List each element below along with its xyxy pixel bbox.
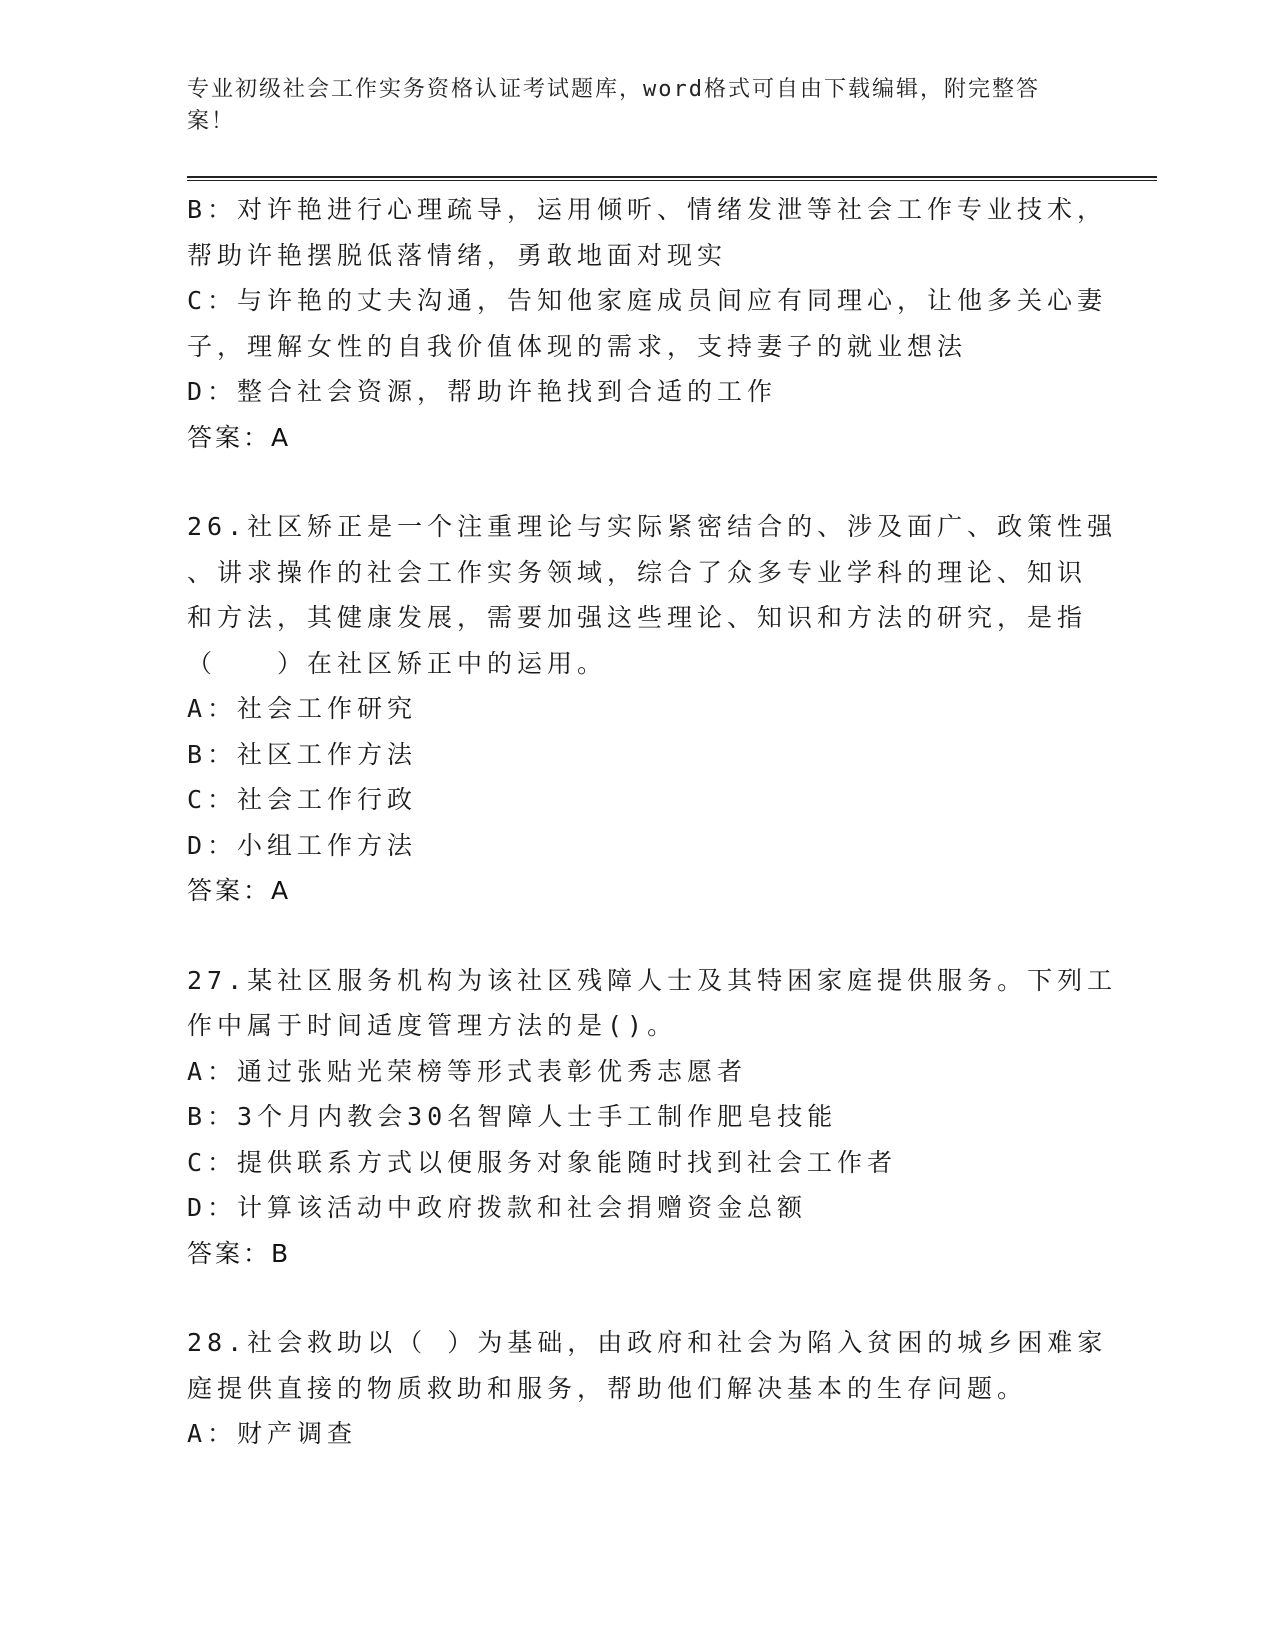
option-a: A：社会工作研究	[187, 694, 418, 723]
question-stem-line: 28.社会救助以（ ）为基础，由政府和社会为陷入贫困的城乡困难家	[187, 1328, 1108, 1357]
prev-question-block	[187, 187, 1108, 460]
question-28	[187, 1320, 1108, 1457]
question-stem-line: （ ）在社区矫正中的运用。	[187, 648, 608, 678]
header-divider	[187, 176, 1157, 181]
option-c-line-1: C：与许艳的丈夫沟通，告知他家庭成员间应有同理心，让他多关心妻	[187, 286, 1108, 315]
option-a: A：财产调查	[187, 1419, 358, 1448]
answer-text: 答案：B	[187, 1238, 292, 1268]
question-stem-line: 26.社区矫正是一个注重理论与实际紧密结合的、涉及面广、政策性强	[187, 512, 1118, 541]
question-stem-line: 庭提供直接的物质救助和服务，帮助他们解决基本的生存问题。	[187, 1373, 1028, 1403]
option-b: B：社区工作方法	[187, 739, 418, 769]
option-d: D：计算该活动中政府拨款和社会捐赠资金总额	[187, 1193, 808, 1222]
option-a: A：通过张贴光荣榜等形式表彰优秀志愿者	[187, 1056, 748, 1086]
option-c: C：社会工作行政	[187, 785, 418, 814]
option-c: C：提供联系方式以便服务对象能随时找到社会工作者	[187, 1147, 898, 1177]
question-stem-line: 和方法，其健康发展，需要加强这些理论、知识和方法的研究，是指	[187, 603, 1088, 632]
option-b: B：3个月内教会30名智障人士手工制作肥皂技能	[187, 1102, 838, 1131]
option-b-line-2: 帮助许艳摆脱低落情绪，勇敢地面对现实	[187, 240, 728, 270]
answer-text: 答案：A	[187, 422, 292, 452]
page-header: 专业初级社会工作实务资格认证考试题库，word格式可自由下载编辑，附完整答案！	[187, 77, 1040, 134]
document-body	[187, 187, 1118, 1457]
document-page	[187, 0, 1157, 1650]
question-27	[187, 958, 1118, 1277]
option-c-line-2: 子，理解女性的自我价值体现的需求，支持妻子的就业想法	[187, 331, 968, 361]
question-26	[187, 504, 1118, 914]
option-d: D：小组工作方法	[187, 830, 418, 860]
question-stem-line: 27.某社区服务机构为该社区残障人士及其特困家庭提供服务。下列工	[187, 965, 1118, 995]
option-d: D：整合社会资源，帮助许艳找到合适的工作	[187, 377, 778, 406]
question-stem-line: 作中属于时间适度管理方法的是()。	[187, 1011, 678, 1040]
answer-text: 答案：A	[187, 876, 292, 905]
option-b-line-1: B：对许艳进行心理疏导，运用倾听、情绪发泄等社会工作专业技术，	[187, 195, 1108, 224]
question-stem-line: 、讲求操作的社会工作实务领域，综合了众多专业学科的理论、知识	[187, 557, 1088, 587]
